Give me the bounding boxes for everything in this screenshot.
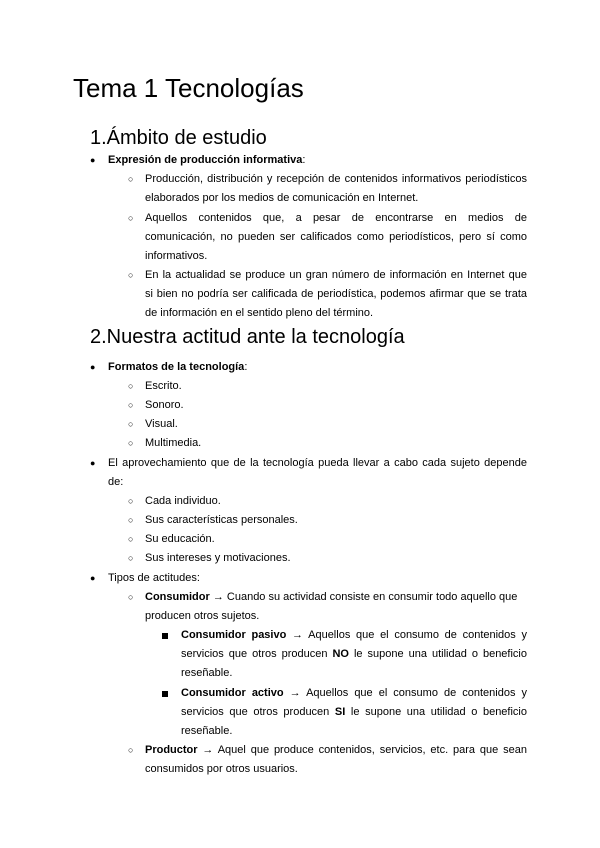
- consumidor-item: Consumidor → Cuando su actividad consiste en consumir todo aquello que: [145, 591, 518, 603]
- format-item: Multimedia.: [145, 437, 202, 449]
- format-item: Visual.: [145, 418, 178, 430]
- bullet-circle-icon: ○: [128, 400, 134, 410]
- sub-item-line: si bien no podría ser calificada de periodística, podemos afirmar que se trata: [145, 288, 527, 300]
- bullet-square-icon: [162, 633, 168, 639]
- bullet-disc-icon: ●: [90, 458, 96, 468]
- list-item-tipos: Tipos de actitudes:: [108, 572, 200, 584]
- productor-item: Productor → Aquel que produce contenidos, servicios, etc. para que sean: [145, 744, 527, 756]
- bullet-circle-icon: ○: [128, 419, 134, 429]
- list-item-formatos: Formatos de la tecnología:: [108, 361, 248, 373]
- bullet-circle-icon: ○: [128, 745, 134, 755]
- format-item: Sonoro.: [145, 399, 184, 411]
- bullet-disc-icon: ●: [90, 362, 96, 372]
- bullet-circle-icon: ○: [128, 592, 134, 602]
- sub-item-line: Aquellos contenidos que, a pesar de encontrarse en medios de: [145, 212, 527, 224]
- aprov-item: Su educación.: [145, 533, 215, 545]
- bullet-square-icon: [162, 691, 168, 697]
- bullet-circle-icon: ○: [128, 553, 134, 563]
- section-heading-ambito: 1.Ámbito de estudio: [90, 127, 267, 149]
- sub-item-line: informativos.: [145, 250, 208, 262]
- bullet-circle-icon: ○: [128, 438, 134, 448]
- format-item: Escrito.: [145, 380, 182, 392]
- consumidor-item-cont: producen otros sujetos.: [145, 610, 260, 622]
- aprov-item: Sus características personales.: [145, 514, 298, 526]
- pasivo-item-end: reseñable.: [181, 667, 233, 679]
- list-item-aprovechamiento-cont: de:: [108, 476, 124, 488]
- bullet-circle-icon: ○: [128, 496, 134, 506]
- bullet-circle-icon: ○: [128, 213, 134, 223]
- activo-item-end: reseñable.: [181, 725, 233, 737]
- bullet-disc-icon: ●: [90, 573, 96, 583]
- activo-item-cont: servicios que otros producen SI le supone una utilidad o beneficio: [181, 706, 527, 718]
- sub-item-line: comunicación, no pueden ser calificados como periodísticos, pero sí como: [145, 231, 527, 243]
- bullet-circle-icon: ○: [128, 381, 134, 391]
- bullet-circle-icon: ○: [128, 174, 134, 184]
- pasivo-item-cont: servicios que otros producen NO le supone una utilidad o beneficio: [181, 648, 527, 660]
- sub-item-line: de información en el sentido pleno del término.: [145, 307, 374, 319]
- activo-item: Consumidor activo → Aquellos que el consumo de contenidos y: [181, 687, 527, 699]
- list-item-expresion: Expresión de producción informativa:: [108, 154, 306, 166]
- bullet-circle-icon: ○: [128, 270, 134, 280]
- document-title: Tema 1 Tecnologías: [73, 73, 304, 103]
- pasivo-item: Consumidor pasivo → Aquellos que el consumo de contenidos y: [181, 629, 527, 641]
- aprov-item: Cada individuo.: [145, 495, 221, 507]
- bullet-disc-icon: ●: [90, 155, 96, 165]
- section-heading-actitud: 2.Nuestra actitud ante la tecnología: [90, 326, 405, 348]
- bullet-circle-icon: ○: [128, 534, 134, 544]
- productor-item-cont: consumidos por otros usuarios.: [145, 763, 298, 775]
- sub-item-line: Producción, distribución y recepción de contenidos informativos periodísticos: [145, 173, 527, 185]
- bullet-circle-icon: ○: [128, 515, 134, 525]
- sub-item-line: En la actualidad se produce un gran número de información en Internet que: [145, 269, 527, 281]
- aprov-item: Sus intereses y motivaciones.: [145, 552, 291, 564]
- sub-item-line: elaborados por los medios de comunicación en Internet.: [145, 192, 419, 204]
- list-item-aprovechamiento: El aprovechamiento que de la tecnología pueda llevar a cabo cada sujeto depende: [108, 457, 527, 469]
